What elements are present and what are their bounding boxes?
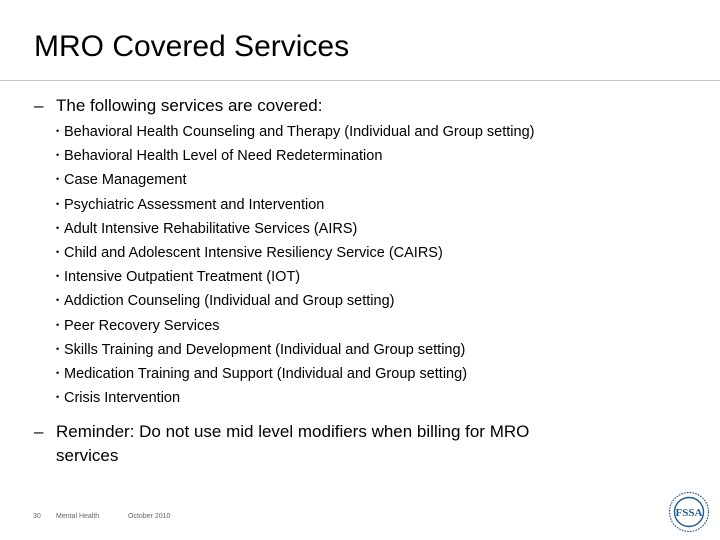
- bullet: •: [56, 319, 60, 330]
- bullet: •: [56, 174, 60, 185]
- service-item: • Case Management: [56, 169, 534, 193]
- bullet: •: [56, 198, 60, 209]
- intro-text: The following services are covered:: [56, 96, 323, 115]
- service-item: • Behavioral Health Level of Need Redetermination: [56, 145, 534, 169]
- fssa-seal-logo: [668, 491, 710, 533]
- bullet: •: [56, 295, 60, 306]
- service-item: • Skills Training and Development (Individual and Group setting): [56, 339, 534, 363]
- bullet: •: [56, 343, 60, 354]
- service-item: • Medication Training and Support (Individual and Group setting): [56, 363, 534, 387]
- bullet: •: [56, 271, 60, 282]
- bullet: •: [56, 222, 60, 233]
- service-item: • Peer Recovery Services: [56, 315, 534, 339]
- bullet: •: [56, 126, 60, 136]
- reminder-text-line1: Reminder: Do not use mid level modifiers when billing for MRO: [56, 422, 530, 441]
- service-item: • Crisis Intervention: [56, 387, 534, 411]
- bullet: •: [56, 367, 60, 378]
- footer-page-number: 30: [33, 513, 41, 520]
- title-divider: [0, 80, 720, 81]
- intro-line: [34, 94, 322, 118]
- bullet: •: [56, 392, 60, 403]
- bullet: •: [56, 150, 60, 161]
- footer-department: Mental Health: [56, 513, 100, 520]
- reminder-text-line2: services: [56, 446, 119, 465]
- service-item: • Intensive Outpatient Treatment (IOT): [56, 266, 534, 290]
- reminder-dash: –: [34, 422, 44, 441]
- services-list: [56, 121, 534, 411]
- intro-dash: –: [34, 96, 44, 115]
- slide-title: MRO Covered Services: [34, 30, 350, 63]
- service-item: • Psychiatric Assessment and Intervention: [56, 194, 534, 218]
- footer-date: October 2010: [128, 513, 171, 520]
- service-item: • Addiction Counseling (Individual and Group setting): [56, 290, 534, 314]
- service-item: • Behavioral Health Counseling and Therapy (Individual and Group setting): [56, 121, 534, 145]
- service-item: • Child and Adolescent Intensive Resiliency Service (CAIRS): [56, 242, 534, 266]
- svg-text:FSSA: FSSA: [675, 507, 703, 519]
- service-item: • Adult Intensive Rehabilitative Services (AIRS): [56, 218, 534, 242]
- bullet: •: [56, 246, 60, 257]
- reminder-note: [34, 420, 654, 468]
